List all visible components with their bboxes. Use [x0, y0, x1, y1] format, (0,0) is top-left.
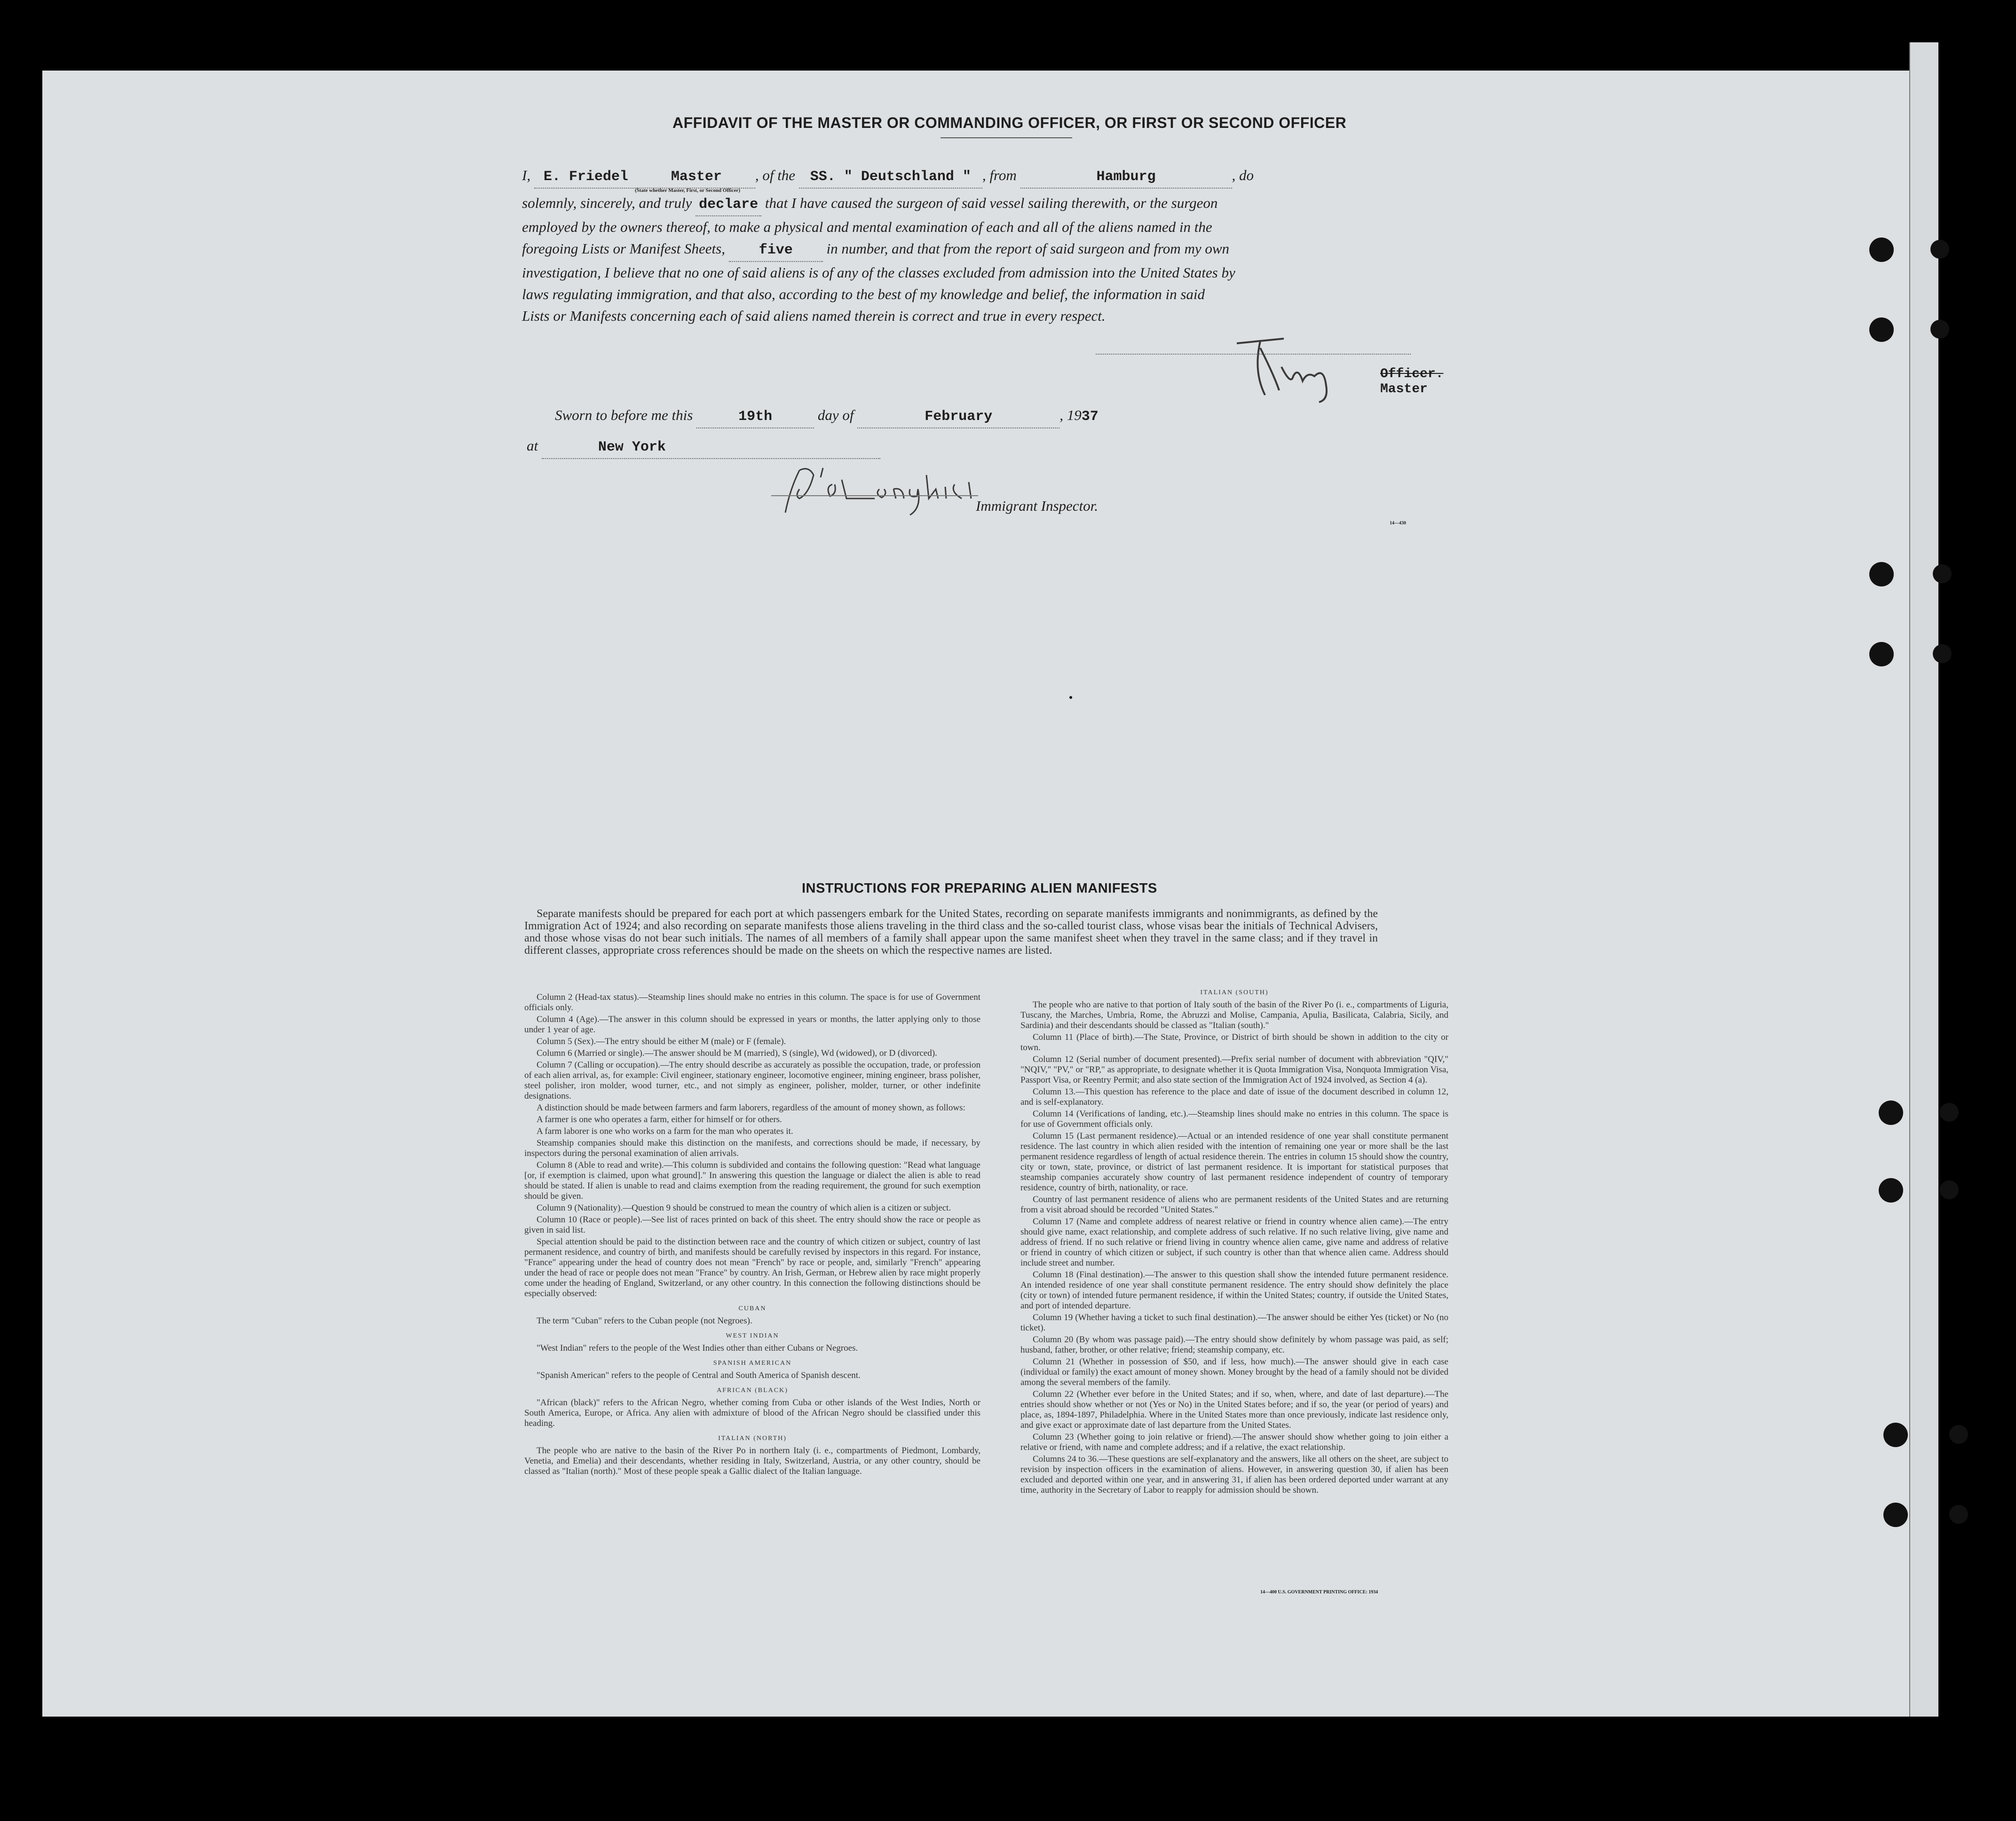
west-indian-heading: WEST INDIAN: [726, 1332, 779, 1339]
instructions-right-column: [1020, 983, 1448, 1599]
binding-edge: [1909, 42, 1938, 1717]
instruction-paragraph: A farm laborer is one who works on a farm for the man who operates it.: [537, 1126, 793, 1136]
instruction-paragraph: Column 11 (Place of birth).—The State, Province, or District of birth should be shown in addition to the city or town.: [1020, 1032, 1448, 1053]
printing-footer: 14—400 U.S. GOVERNMENT PRINTING OFFICE: 1934: [1260, 1590, 1378, 1595]
instruction-paragraph: Column 15 (Last permanent residence).—Actual or an intended residence of one year shall constitute permanent residence. The last country in which alien resided with the intention of remaining one year or more shall be the last permanent residence regardless of length of actual residence therein. The entries in column 15 should show the country, city or town, state, province, or district of last permanent residence. It is important for statistical purposes that steamship companies accurately show country of last permanent residence independent of country of temporary residence, country of birth, nationality, or race.: [1020, 1131, 1448, 1193]
punch-hole: [1949, 1425, 1968, 1444]
right-paragraphs: [1020, 1000, 1448, 1496]
instruction-paragraph: Column 2 (Head-tax status).—Steamship lines should make no entries in this column. The space is for use of Government officials only.: [524, 992, 980, 1013]
rank-hint: (State whether Master, First, or Second Officer): [635, 188, 741, 193]
instructions-intro: Separate manifests should be prepared for each port at which passengers embark for the United States, recording on separate manifests immigrants and nonimmigrants, as defined by the Immigration Act of 1924; and also recording on separate manifests those aliens traveling in the third class and the so-called tourist class, whose visas bear the initials of Technical Advisers, and those whose visas do not bear such initials. The names of all members of a family shall appear upon the same manifest sheet when they travel in the same class; and if they travel in different classes, appropriate cross references should be made on the sheets on which the respective names are listed.: [524, 908, 1378, 957]
instruction-paragraph: The people who are native to that portion of Italy south of the basin of the River Po (i. e., compartments of Liguria, Tuscany, the Marches, Umbria, Rome, the Abruzzi and Molise, Campania, Apulia, Basilicata, Calabria, Sicily, and Sardinia) and their descendants should be classed as "Italian (south).": [1020, 1000, 1448, 1030]
punch-hole: [1883, 1503, 1908, 1527]
instruction-paragraph: Column 14 (Verifications of landing, etc.).—Steamship lines should make no entries in this column. The space is for use of Government officials only.: [1020, 1109, 1448, 1129]
spanish-american-heading: SPANISH AMERICAN: [713, 1360, 792, 1367]
punch-hole: [1940, 1103, 1959, 1122]
declaration-verb: declare: [696, 194, 761, 216]
sheet-count: five: [729, 239, 823, 262]
affidavit-body: [522, 165, 1439, 327]
african-text: "African (black)" refers to the African Negro, whether coming from Cuba or other islands of the West Indies, North or South America, Europe, or Africa. Any alien with admixture of blood of the African Negro should be classified under this heading.: [524, 1398, 980, 1428]
instruction-paragraph: Column 22 (Whether ever before in the United States; and if so, when, where, and date of last departure).—The entries should show whether or not (Yes or No) in the United States before; and if so, the year (or period of years) and place, as, 1894-1897, Philadelphia. Where in the United States more than once previously, indicate last residence only, and give exact or approximate date of last departure from the United States.: [1020, 1389, 1448, 1430]
italian-south-heading: ITALIAN (SOUTH): [1200, 989, 1269, 996]
instruction-paragraph: Column 10 (Race or people).—See list of races printed on back of this sheet. The entry should show the race or people as given in said list.: [524, 1215, 980, 1235]
punch-hole: [1869, 238, 1894, 262]
affidavit-line-4: foregoing Lists or Manifest Sheets, five in number, and that from the report of said surgeon and from my own: [522, 238, 1439, 262]
instruction-paragraph: Steamship companies should make this distinction on the manifests, and corrections should be made, if necessary, by inspectors during the personal examination of alien arrivals.: [524, 1138, 980, 1158]
affidavit-line-3: employed by the owners thereof, to make a physical and mental examination of each and all of the aliens named in the: [522, 219, 1212, 235]
sworn-month: February: [857, 406, 1059, 428]
affidavit-line-1: I, E. Friedel Master , of the SS. " Deutschland " , from Hamburg , do: [522, 165, 1439, 189]
inspector-line: [771, 495, 978, 496]
african-heading: AFRICAN (BLACK): [717, 1387, 788, 1394]
instruction-paragraph: A distinction should be made between farmers and farm laborers, regardless of the amount of money shown, as follows:: [537, 1103, 965, 1113]
instruction-paragraph: Special attention should be paid to the distinction between race and the country of which citizen or subject, country of last permanent residence, and country of birth, and manifests should be carefully revised by inspectors in this regard. For instance, "France" appearing under the head of country does not mean "French" by race or people, and, similarly "French" appearing under the head of race or people does not mean "France" by country. An Irish, German, or Hebrew alien by race might properly come under the heading of England, Switzerland, or any other country. In this connection the following distinctions should be especially observed:: [524, 1237, 980, 1298]
speck: [1069, 696, 1072, 699]
sworn-day: 19th: [696, 406, 814, 428]
instruction-paragraph: Column 5 (Sex).—The entry should be either M (male) or F (female).: [537, 1037, 786, 1046]
instruction-paragraph: Column 21 (Whether in possession of $50, and if less, how much).—The answer should give in each case (individual or family) the exact amount of money shown. Money brought by the head of a family should not be divided among the several members of the family.: [1020, 1357, 1448, 1387]
instruction-paragraph: A farmer is one who operates a farm, either for himself or for others.: [537, 1115, 782, 1124]
form-number: 14—430: [1390, 521, 1406, 526]
instruction-paragraph: Column 4 (Age).—The answer in this column should be expressed in years or months, the latter applying only to those under 1 year of age.: [524, 1014, 980, 1035]
sworn-line: Sworn to before me this 19th day of February , 1937: [555, 404, 1260, 428]
instruction-paragraph: Columns 24 to 36.—These questions are self-explanatory and the answers, like all others on the sheet, are subject to revision by inspection officers in the examination of aliens. However, in answering question 30, if alien has been excluded and deported within one year, and in answering 31, if alien has been ordered deported under warrant at any time, authority in the Secretary of Labor to reapply for admission should be shown.: [1020, 1454, 1448, 1495]
inspector-label: Immigrant Inspector.: [976, 498, 1099, 514]
punch-hole: [1879, 1101, 1903, 1125]
italian-north-text: The people who are native to the basin of the River Po in northern Italy (i. e., compartments of Piedmont, Lombardy, Venetia, and Emelia) and their descendants, whether residing in Italy, Switzerland, Austria, or any other country, should be classed as "Italian (north)." Most of these people speak a Gallic dialect of the Italian language.: [524, 1446, 980, 1476]
instruction-paragraph: Country of last permanent residence of aliens who are permanent residents of the United States and are returning from a visit abroad should be recorded "United States.": [1020, 1195, 1448, 1215]
sworn-year: 37: [1081, 409, 1099, 425]
instructions-title: INSTRUCTIONS FOR PREPARING ALIEN MANIFESTS: [802, 881, 1157, 896]
punch-hole: [1930, 240, 1949, 259]
instruction-paragraph: Column 13.—This question has reference to the place and date of issue of the document described in column 12, and is self-explanatory.: [1020, 1087, 1448, 1107]
instruction-paragraph: Column 17 (Name and complete address of nearest relative or friend in country whence alien came).—The entry should give name, exact relationship, and complete address of such relative. If no such relative living, give name and address of friend. If no such relative or friend living in country whence alien came, give name and address of relative or friend in country of which citizen or subject, if such country is other than that whence alien came. Address should include street and number.: [1020, 1217, 1448, 1268]
affidavit-line-5: investigation, I believe that no one of said aliens is of any of the classes excluded from admission into the United States by: [522, 264, 1235, 281]
affidavit-line-6: laws regulating immigration, and that also, according to the best of my knowledge and belief, the information in said: [522, 286, 1205, 302]
punch-hole: [1930, 320, 1949, 339]
punch-hole: [1869, 642, 1894, 666]
sworn-place: New York: [542, 436, 880, 459]
cuban-heading: CUBAN: [738, 1305, 767, 1312]
affidavit-title: AFFIDAVIT OF THE MASTER OR COMMANDING OFFICER, OR FIRST OR SECOND OFFICER: [672, 114, 1347, 131]
instruction-paragraph: Column 19 (Whether having a ticket to such final destination).—The answer should be either Yes (ticket) or No (no ticket).: [1020, 1313, 1448, 1333]
officer-title-struck: Officer.: [1380, 367, 1444, 381]
punch-hole: [1879, 1178, 1903, 1203]
instruction-paragraph: Column 12 (Serial number of document presented).—Prefix serial number of document with abbreviation "QIV," "NQIV," "PV," or "RP," as appropriate, to designate whether it is Quota Immigration Visa, Nonquota Immigration Visa, Passport Visa, or Reentry Permit; and also state section of the Immigration Act of 1924 involved, as Section 4 (a).: [1020, 1054, 1448, 1085]
punch-hole: [1933, 564, 1952, 583]
officer-title: Master: [1380, 382, 1428, 396]
west-indian-text: "West Indian" refers to the people of the West Indies other than either Cubans or Negroes.: [537, 1343, 858, 1353]
punch-hole: [1949, 1505, 1968, 1524]
cuban-text: The term "Cuban" refers to the Cuban people (not Negroes).: [537, 1316, 752, 1326]
instruction-paragraph: Column 18 (Final destination).—The answer to this question shall show the intended future permanent residence. An intended residence of one year shall constitute permanent residence. The entry should show definitely the place (city or town) of intended future permanent residence, if within the United States; country, if outside the United States, and port of intended departure.: [1020, 1270, 1448, 1311]
punch-hole: [1883, 1423, 1908, 1447]
instruction-paragraph: Column 20 (By whom was passage paid).—The entry should show definitely by whom passage was paid, as self; husband, father, brother, or other relative; friend; steamship company, etc.: [1020, 1335, 1448, 1355]
punch-hole: [1933, 644, 1952, 663]
master-name: E. Friedel: [534, 166, 638, 189]
ship-name: SS. " Deutschland ": [799, 166, 982, 189]
sworn-place-line: at New York: [527, 435, 903, 459]
italian-north-heading: ITALIAN (NORTH): [718, 1435, 787, 1442]
instructions-left-column: [524, 992, 980, 1599]
left-paragraphs: [524, 992, 980, 1299]
punch-hole: [1869, 317, 1894, 342]
departure-port: Hamburg: [1020, 166, 1232, 189]
master-signature: [1232, 329, 1345, 404]
instruction-paragraph: Column 8 (Able to read and write).—This column is subdivided and contains the following question: "Read what language [or, if exemption is claimed, upon what ground]." In answering this question the language or dialect the alien is able to read should be stated. If alien is unable to read and claims exemption from the reading requirement, the ground for such exemption should be given.: [524, 1160, 980, 1201]
affidavit-line-7: Lists or Manifests concerning each of said aliens named therein is correct and true in every respect.: [522, 308, 1106, 324]
affidavit-line-2: solemnly, sincerely, and truly declare that I have caused the surgeon of said vessel sailing therewith, or the surgeon: [522, 192, 1439, 216]
instruction-paragraph: Column 23 (Whether going to join relative or friend).—The answer should show whether going to join either a relative or friend, with name and complete address; and if a relative, the exact relationship.: [1020, 1432, 1448, 1452]
title-underline: [941, 137, 1072, 138]
punch-hole: [1869, 562, 1894, 586]
instruction-paragraph: Column 9 (Nationality).—Question 9 should be construed to mean the country of which alien is a citizen or subject.: [537, 1203, 951, 1213]
punch-hole: [1940, 1180, 1959, 1199]
instruction-paragraph: Column 7 (Calling or occupation).—The entry should describe as accurately as possible the occupation, trade, or profession of each alien arrival, as, for example: Civil engineer, stationary engineer, locomotive engineer, mining engineer, brass polisher, steel polisher, iron molder, wood turner, etc., and not simply as engineer, polisher, molder, turner, or other indefinite designations.: [524, 1060, 980, 1101]
spanish-american-text: "Spanish American" refers to the people of Central and South America of Spanish descent.: [537, 1370, 861, 1380]
rank: Master: [638, 166, 755, 189]
instruction-paragraph: Column 6 (Married or single).—The answer should be M (married), S (single), Wd (widowed), or D (divorced).: [537, 1048, 937, 1058]
